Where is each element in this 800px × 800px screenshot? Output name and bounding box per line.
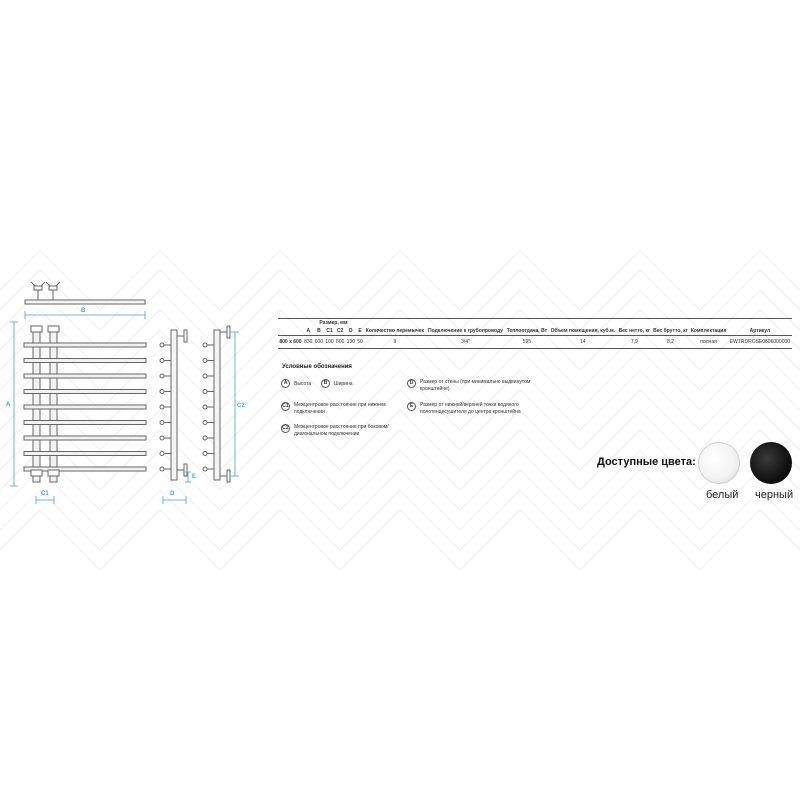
cell-package: полная xyxy=(689,336,728,349)
legend-key-d: D xyxy=(407,379,416,388)
towel-bar xyxy=(24,343,146,347)
cell-net-weight: 7,9 xyxy=(617,336,651,349)
cell-jumpers: 9 xyxy=(364,336,426,349)
bar-end xyxy=(160,390,164,394)
bar-end xyxy=(160,452,164,456)
table-corner xyxy=(278,319,303,328)
legend-key-b: B xyxy=(321,379,330,388)
table-row xyxy=(278,336,792,349)
size-header: Размер, мм xyxy=(303,319,364,328)
legend-title: Условные обозначения xyxy=(282,364,352,370)
cell-dim-d: 130 xyxy=(346,336,357,349)
size-col-c2: C2 xyxy=(336,328,344,334)
dimension-label-c2: C2 xyxy=(237,403,245,409)
side-view-drawing-2 xyxy=(203,326,230,482)
color-swatch-white[interactable] xyxy=(698,442,740,484)
col-header-jumpers: Количество перемычек xyxy=(364,319,426,336)
dimension-label-e: E xyxy=(192,474,197,480)
colors-title: Доступные цвета: xyxy=(597,456,696,468)
legend-text-a: Высота xyxy=(294,381,312,387)
bar-end xyxy=(203,436,207,440)
dimension-label-a: A xyxy=(6,402,11,408)
color-swatch-black[interactable] xyxy=(750,442,792,484)
dimension-label-b: B xyxy=(81,308,86,314)
bar-end xyxy=(203,343,207,347)
bar-end xyxy=(160,436,164,440)
bar-end xyxy=(160,374,164,378)
towel-bar xyxy=(24,421,146,425)
bar-end xyxy=(203,374,207,378)
legend-key-c1: C1 xyxy=(282,403,289,410)
color-label-white: белый xyxy=(706,489,739,501)
side-view-drawing-1 xyxy=(160,330,187,480)
bar-end xyxy=(160,343,164,347)
legend-key-a: A xyxy=(281,379,290,388)
legend-text-d: Размер от стены (при минимально выдвинутом кронштейне) xyxy=(420,379,531,392)
bar-end xyxy=(203,467,207,471)
bar-end xyxy=(203,421,207,425)
col-header-article: Артикул xyxy=(728,319,792,336)
cell-dim-e: 50 xyxy=(356,336,364,349)
bar-end xyxy=(203,405,207,409)
cell-dim-a: 830 xyxy=(303,336,314,349)
size-col-c1: C1 xyxy=(326,328,333,334)
bar-end xyxy=(160,359,164,363)
bar-end xyxy=(160,467,164,471)
legend-item-b xyxy=(321,379,374,388)
bar-end xyxy=(160,421,164,425)
cell-dim-b: 600 xyxy=(314,336,325,349)
dimension-label-d: D xyxy=(170,491,175,497)
cell-connection: 3/4" xyxy=(426,336,505,349)
cell-size: 800 x 600 xyxy=(278,336,303,349)
bar-end xyxy=(203,390,207,394)
cell-gross-weight: 8,2 xyxy=(652,336,690,349)
size-col-d: D xyxy=(349,328,353,334)
towel-bar xyxy=(24,374,146,378)
legend-item-d xyxy=(407,379,550,392)
table-corner-2 xyxy=(278,327,303,336)
top-view-drawing xyxy=(25,282,145,304)
towel-bar xyxy=(24,452,146,456)
towel-bar xyxy=(24,405,146,409)
legend-key-c2: C2 xyxy=(282,425,289,432)
bar-end xyxy=(203,359,207,363)
col-header-room-volume: Объем помещения, куб.м. xyxy=(549,319,617,336)
size-col-b: B xyxy=(317,328,321,334)
dimension-d xyxy=(163,496,186,504)
towel-bar xyxy=(24,359,146,363)
cell-dim-c1: 100 xyxy=(324,336,335,349)
bar-end xyxy=(203,452,207,456)
spec-table xyxy=(278,318,792,349)
legend-text-e: Размер от нижней/верхней точки водяного полотенцесушителя до центра кронштейна xyxy=(420,402,521,415)
legend-item-e xyxy=(407,402,550,415)
col-header-connection: Подключение к трубопроводу xyxy=(426,319,505,336)
bar-end xyxy=(160,405,164,409)
size-col-a: A xyxy=(306,328,311,334)
dimension-a xyxy=(10,322,18,486)
cell-heat-output: 595 xyxy=(505,336,549,349)
cell-dim-c2: 800 xyxy=(335,336,346,349)
legend-item-c2 xyxy=(281,424,394,437)
col-header-package: Комплектация xyxy=(689,319,728,336)
col-header-gross-weight: Вес брутто, кг xyxy=(652,319,690,336)
color-label-black: черный xyxy=(755,489,794,501)
legend-text-b: Ширина xyxy=(334,381,353,387)
size-col-e: E xyxy=(358,328,362,334)
col-header-net-weight: Вес нетто, кг xyxy=(617,319,651,336)
legend-item-c1 xyxy=(281,402,394,415)
dimension-c1 xyxy=(36,496,54,504)
legend-item-a xyxy=(281,379,324,388)
towel-bar xyxy=(24,390,146,394)
legend-key-e: E xyxy=(407,402,416,411)
legend-text-c2: Межцентровое расстояние при боковом/диагональном подключении xyxy=(294,424,389,437)
cell-room-volume: 14 xyxy=(549,336,617,349)
cell-article: EWTRDROSE0806000000 xyxy=(728,336,792,349)
col-header-heat-output: Теплоотдача, Вт xyxy=(505,319,549,336)
dimension-label-c1: C1 xyxy=(41,491,49,497)
towel-bar xyxy=(24,436,146,440)
legend-text-c1: Межцентровое расстояние при нижнем подключении xyxy=(294,402,386,415)
front-view-drawing xyxy=(24,326,146,482)
